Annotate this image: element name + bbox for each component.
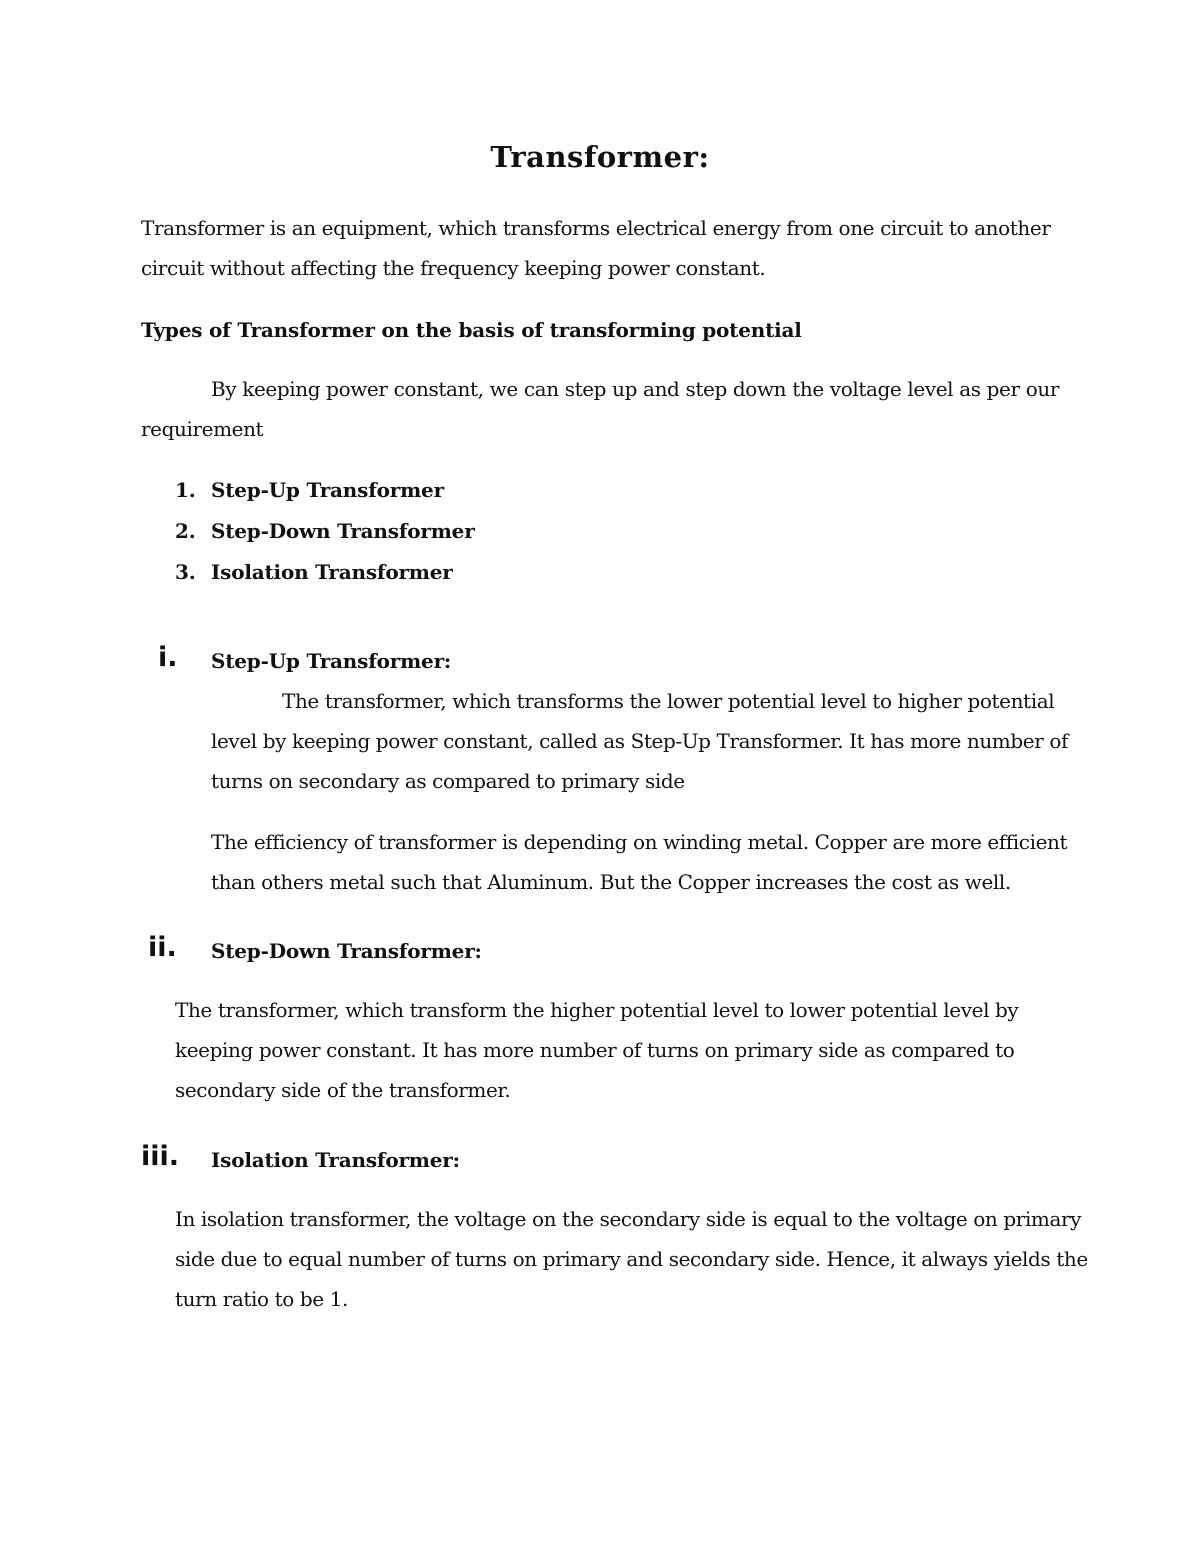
section-numeral: iii. <box>141 1141 180 1172</box>
types-paragraph <box>141 369 1059 449</box>
intro-line-2: circuit without affecting the frequency keeping power constant. <box>141 256 766 280</box>
section-paragraph <box>175 1199 1088 1319</box>
intro-line-1: Transformer is an equipment, which transforms electrical energy from one circuit to another <box>141 216 1051 240</box>
paragraph-line: turns on secondary as compared to primary side <box>211 769 685 793</box>
list-label: Step-Down Transformer <box>211 519 475 543</box>
paragraph-line: secondary side of the transformer. <box>175 1078 511 1102</box>
section-numeral: ii. <box>148 932 177 963</box>
list-label: Isolation Transformer <box>211 560 453 584</box>
types-list-item <box>175 478 444 502</box>
paragraph-line: level by keeping power constant, called as Step-Up Transformer. It has more number of <box>211 729 1068 753</box>
paragraph-line: In isolation transformer, the voltage on the secondary side is equal to the voltage on primary <box>175 1207 1082 1231</box>
paragraph-line: keeping power constant. It has more number of turns on primary side as compared to <box>175 1038 1015 1062</box>
intro-paragraph <box>141 208 1051 288</box>
section-paragraph <box>211 822 1067 902</box>
types-paragraph-line-1: By keeping power constant, we can step up and step down the voltage level as per our <box>211 377 1059 401</box>
section-numeral: i. <box>158 642 178 673</box>
paragraph-line: side due to equal number of turns on primary and secondary side. Hence, it always yields the <box>175 1247 1088 1271</box>
paragraph-line: The transformer, which transform the higher potential level to lower potential level by <box>175 998 1019 1022</box>
types-list-item <box>175 560 453 584</box>
paragraph-line: The transformer, which transforms the lower potential level to higher potential <box>282 689 1055 713</box>
section-heading: Step-Up Transformer: <box>211 649 452 673</box>
section-paragraph <box>211 681 1068 801</box>
types-list-item <box>175 519 475 543</box>
types-heading: Types of Transformer on the basis of transforming potential <box>141 318 802 342</box>
section-paragraph <box>175 990 1018 1110</box>
list-label: Step-Up Transformer <box>211 478 444 502</box>
list-number: 1. <box>175 478 196 502</box>
page-title: Transformer: <box>490 140 710 174</box>
section-heading: Isolation Transformer: <box>211 1148 460 1172</box>
list-number: 2. <box>175 519 196 543</box>
section-heading: Step-Down Transformer: <box>211 939 482 963</box>
paragraph-line: turn ratio to be 1. <box>175 1287 348 1311</box>
types-paragraph-line-2: requirement <box>141 417 264 441</box>
paragraph-line: The efficiency of transformer is depending on winding metal. Copper are more efficient <box>211 830 1068 854</box>
paragraph-line: than others metal such that Aluminum. But the Copper increases the cost as well. <box>211 870 1011 894</box>
list-number: 3. <box>175 560 196 584</box>
